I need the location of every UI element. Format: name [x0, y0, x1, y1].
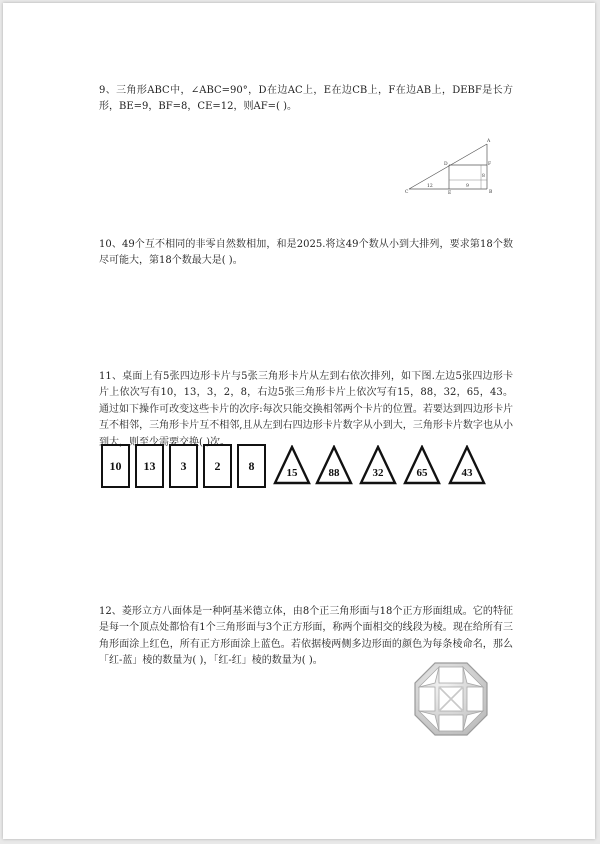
label-f: F — [488, 162, 492, 167]
worksheet-page — [3, 3, 595, 839]
question-11-text: 11、桌面上有5张四边形卡片与5张三角形卡片从左到右依次排列，如下图.左边5张四边形卡片上依次写有10，13，3，2，8，右边5张三角形卡片上依次写有15，88，32，65，43。通过如下操作可改变这些卡片的次序:每次只能交换相邻两个卡片的位置。若要达到四边形卡片互不相邻，三角形卡片互不相邻,且从左到右四边形卡片数字从小到大，三角形卡片数字也从小到大，则至少需要交换( )次。 — [99, 371, 513, 448]
triangle-card-number: 43 — [461, 467, 473, 479]
right-triangle-figure — [405, 137, 499, 195]
label-e: E — [448, 191, 452, 195]
measure-ce: 12 — [427, 184, 433, 189]
triangle-diagram — [405, 137, 499, 195]
triangle-card — [448, 445, 486, 485]
measure-bf: 8 — [482, 174, 485, 179]
polyhedron-icon — [411, 659, 491, 739]
triangle-card-number: 88 — [328, 467, 340, 479]
rhombicuboctahedron-image — [411, 659, 491, 739]
triangle-card — [359, 445, 397, 485]
label-c: C — [405, 190, 409, 195]
triangle-card — [315, 445, 353, 485]
label-b: B — [489, 190, 493, 195]
question-12-text: 12、菱形立方八面体是一种阿基米德立体，由8个正三角形面与18个正方形面组成。它的特征是每一个顶点处都恰有1个三角形面与3个正方形面，称两个面相交的线段为棱。现在给所有三角形面涂上红色，所有正方形面涂上蓝色。若依据棱两侧多边形面的颜色为每条棱命名，那么「红-蓝」棱的数量为( )，「红-红」棱的数量为( )。 — [99, 606, 513, 667]
side-ac — [409, 144, 487, 189]
measure-eb: 9 — [466, 184, 469, 189]
triangle-card-number: 32 — [372, 467, 384, 479]
label-d: D — [444, 162, 448, 167]
triangle-card-number: 15 — [286, 467, 298, 479]
question-9-text: 9、三角形ABC中，∠ABC=90°，D在边AC上，E在边CB上，F在边AB上，DEBF是长方形，BE=9，BF=8，CE=12，则AF=( )。 — [99, 85, 513, 113]
square-card: 8 — [237, 444, 266, 488]
question-10-text: 10、49个互不相同的非零自然数相加，和是2025.将这49个数从小到大排列，要求第18个数尽可能大，第18个数最大是( )。 — [99, 239, 513, 267]
label-a: A — [487, 139, 491, 144]
triangle-card-number: 65 — [416, 467, 428, 479]
card-row — [101, 443, 501, 493]
triangle-card — [403, 445, 441, 485]
square-card: 13 — [135, 444, 164, 488]
square-card: 10 — [101, 444, 130, 488]
triangle-card — [273, 445, 311, 485]
square-card: 2 — [203, 444, 232, 488]
square-card: 3 — [169, 444, 198, 488]
